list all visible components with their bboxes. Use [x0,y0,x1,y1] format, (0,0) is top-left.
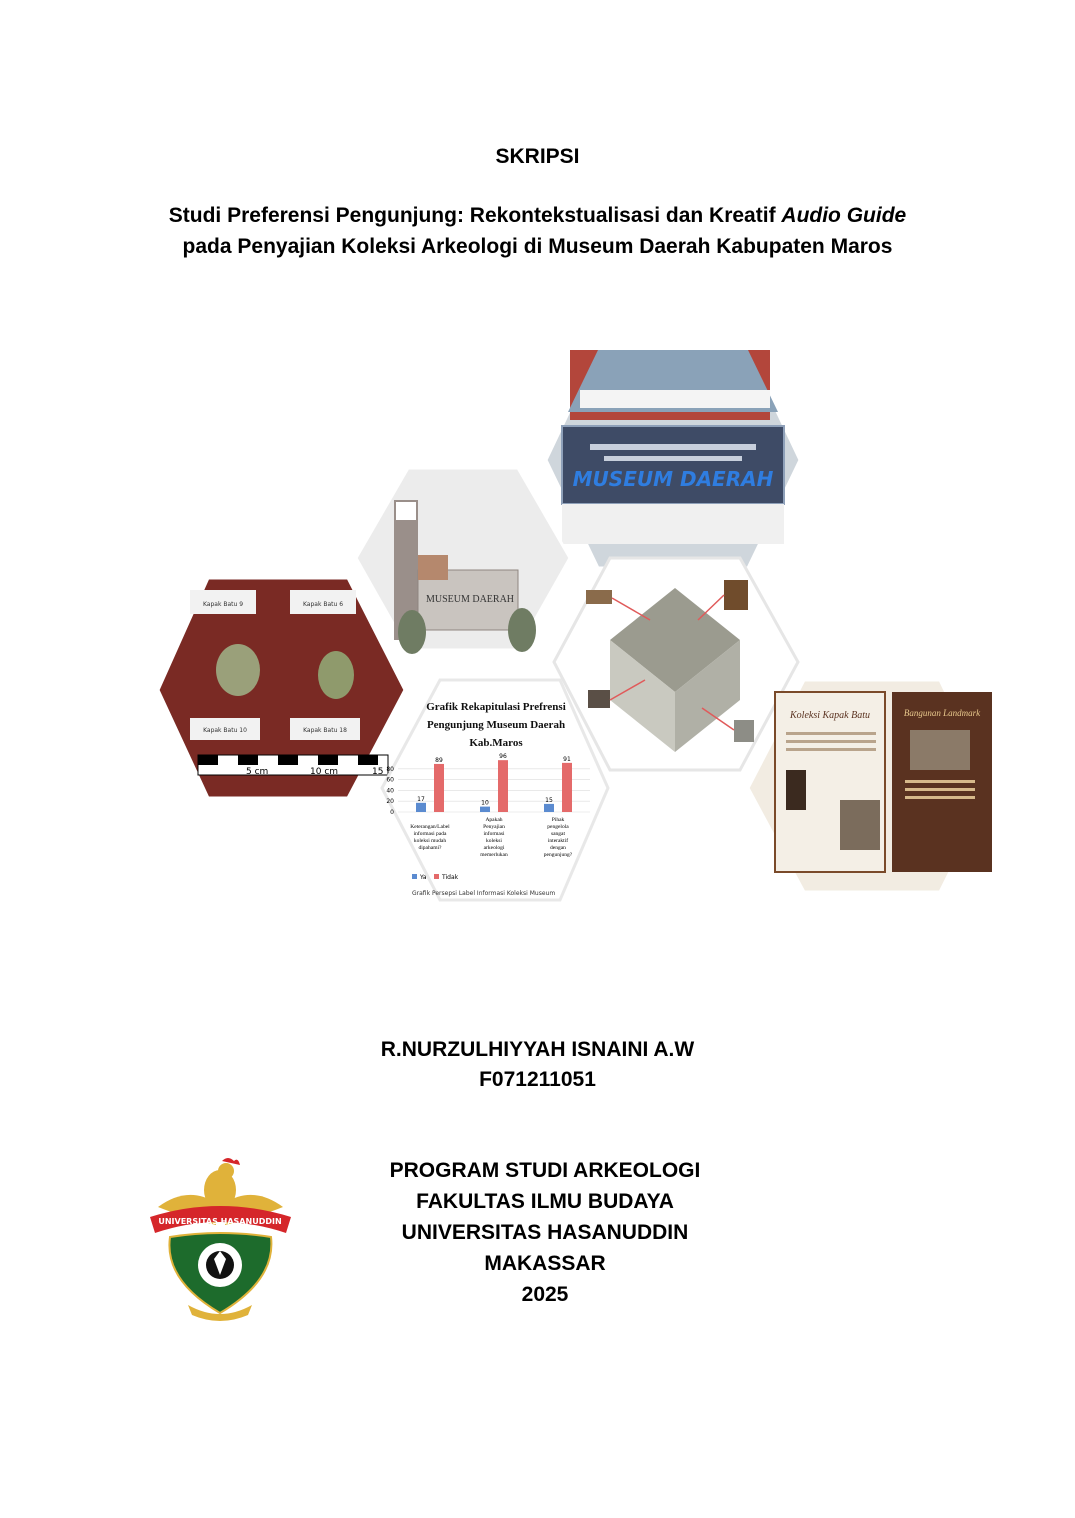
title-line1-italic: Audio Guide [781,204,907,227]
panel-1-title: Koleksi Kapak Batu [790,710,870,721]
bar-ya [480,807,490,812]
bar-value-label: 89 [435,756,443,764]
bar-ya [544,804,554,812]
bar-value-label: 17 [417,795,425,803]
bar-value-label: 91 [563,755,571,763]
program-name: PROGRAM STUDI ARKEOLOGI [389,1159,701,1182]
category-label: Apakah Penyajian informasi koleksi arkeologi memerlukan [480,817,508,858]
stone-label-4: Kapak Batu 18 [303,727,347,734]
hex-monument-sign-text: MUSEUM DAERAH [425,594,515,605]
stone-label-1: Kapak Batu 9 [202,601,244,608]
category-label: Keterangan/Label informasi pada koleksi mudah dipahami? [410,824,450,851]
university-name: UNIVERSITAS HASANUDDIN [401,1221,689,1244]
scale-label-1: 5 cm [246,767,269,777]
hex-stone-axes-photo [158,578,405,798]
stone-label-3: Kapak Batu 10 [203,727,247,734]
bar-tidak [562,763,572,812]
y-tick-label: 80 [386,765,394,773]
bar-tidak [434,764,444,812]
legend-tidak-swatch [434,874,439,879]
chart-title-line3: Kab.Maros [469,737,523,749]
title-line1-prefix: Studi Preferensi Pengunjung: Rekontekstualisasi dan Kreatif [168,204,782,227]
thesis-title [60,200,1015,262]
scale-label-2: 10 cm [310,767,339,777]
author-block [0,1035,1075,1095]
legend-tidak: Tidak [442,874,459,881]
bar-value-label: 96 [499,753,507,761]
chart-title-line2: Pengunjung Museum Daerah [426,719,566,731]
chart-footer: Grafik Persepsi Label Informasi Koleksi Museum [412,890,556,897]
hex-museum-building-photo [546,350,800,568]
hexagon-collage [150,340,1000,920]
faculty-name: FAKULTAS ILMU BUDAYA [416,1190,674,1213]
y-tick-label: 20 [386,798,394,806]
y-tick-label: 60 [386,776,394,784]
logo-ribbon-text: UNIVERSITAS HASANUDDIN [158,1217,282,1226]
document-type: SKRIPSI [495,145,580,168]
bar-value-label: 15 [545,796,553,804]
hex-monument-design [356,468,570,654]
institution-block [330,1155,760,1310]
scale-label-3: 15 [372,767,384,777]
legend-ya-swatch [412,874,417,879]
bar-tidak [498,760,508,812]
y-tick-label: 0 [390,809,394,816]
hex-preference-chart [382,680,608,900]
panel-2-title: Bangunan Landmark [903,708,981,718]
student-id: F071211051 [479,1068,596,1091]
hex-info-panels [748,680,992,892]
hex-top-sign-text: MUSEUM DAERAH [572,467,774,491]
bar-value-label: 10 [481,799,489,807]
y-tick-label: 40 [386,787,394,795]
bar-ya [416,803,426,812]
hex-room-plan-diagram [554,558,798,770]
city-name: MAKASSAR [484,1252,606,1275]
category-label: Pihak pengelola sangat interaktif dengan pengunjung? [543,817,573,858]
university-logo [148,1155,293,1325]
year: 2025 [521,1283,569,1306]
author-name: R.NURZULHIYYAH ISNAINI A.W [380,1038,695,1061]
legend-ya: Ya [420,874,427,881]
chart-title-line1: Grafik Rekapitulasi Prefrensi [426,701,566,713]
title-line2: pada Penyajian Koleksi Arkeologi di Museum Daerah Kabupaten Maros [182,235,893,258]
stone-label-2: Kapak Batu 6 [302,601,344,608]
